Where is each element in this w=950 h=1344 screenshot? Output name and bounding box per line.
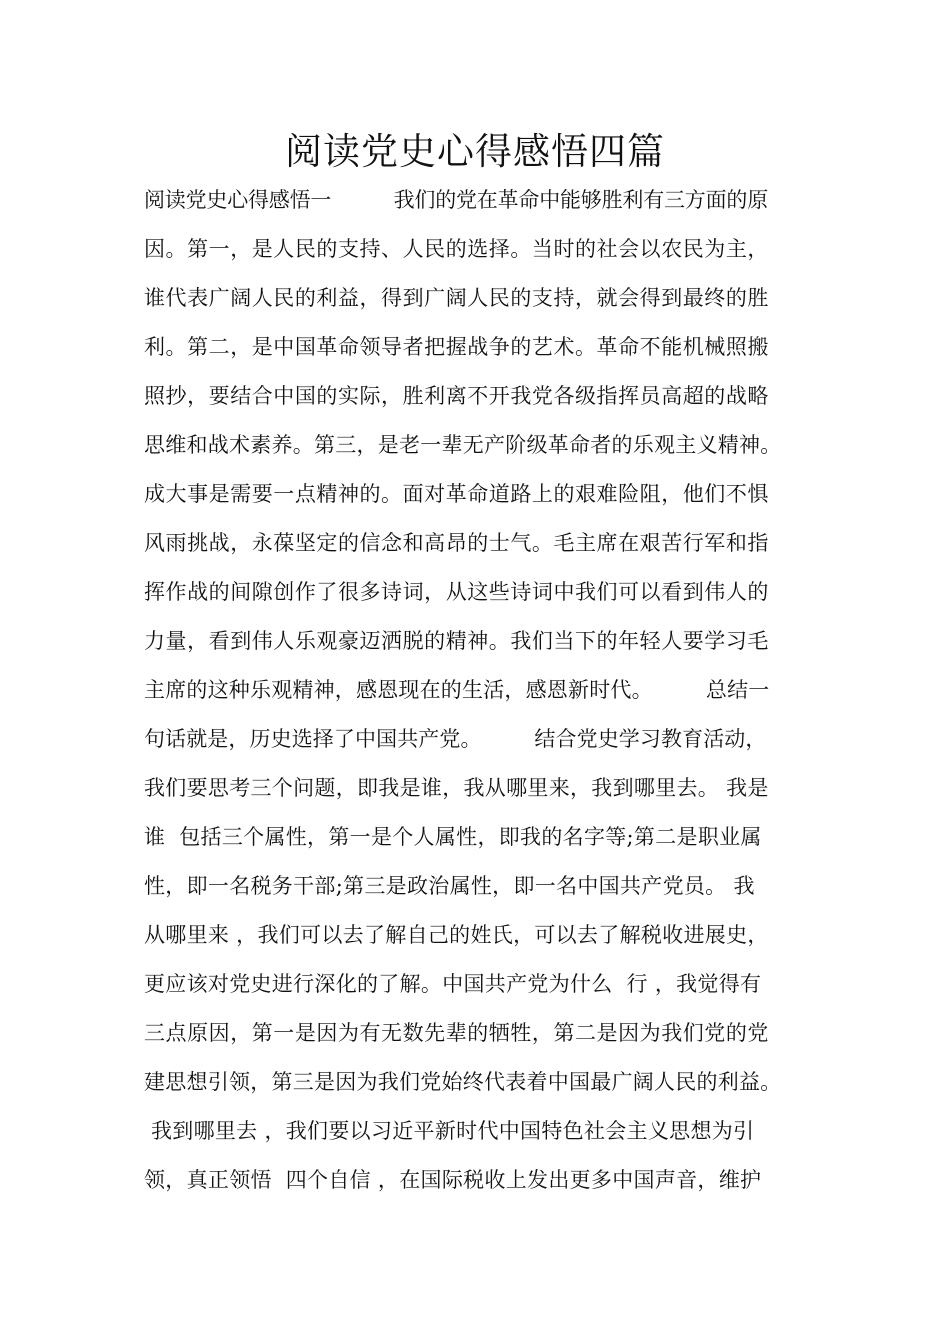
text-line: 成大事是需要一点精神的。面对革命道路上的艰难险阻，他们不惧 [144,482,769,506]
text-line: 谁 包括三个属性，第一是个人属性，即我的名字等;第二是职业属 [144,825,762,849]
text-line: 从哪里来 ，我们可以去了解自己的姓氏，可以去了解税收进展史， [144,923,769,947]
text-line: 利。第二，是中国革命领导者把握战争的艺术。革命不能机械照搬 [144,335,769,359]
text-line: 句话就是，历史选择了中国共产党。 结合党史学习教育活动， [144,727,767,751]
text-line: 因。第一，是人民的支持、人民的选择。当时的社会以农民为主， [144,237,769,261]
text-line: 性，即一名税务干部;第三是政治属性，即一名中国共产党员。 我 [144,874,755,898]
text-line: 领，真正领悟 四个自信 ，在国际税收上发出更多中国声音，维护 [144,1168,762,1192]
text-line: 力量，看到伟人乐观豪迈洒脱的精神。我们当下的年轻人要学习毛 [144,629,769,653]
text-line: 谁代表广阔人民的利益，得到广阔人民的支持，就会得到最终的胜 [144,286,769,310]
text-line: 阅读党史心得感悟一 我们的党在革命中能够胜利有三方面的原 [144,188,768,212]
text-line: 主席的这种乐观精神，感恩现在的生活，感恩新时代。 总结一 [144,678,770,702]
text-line: 我们要思考三个问题，即我是谁，我从哪里来，我到哪里去。 我是 [144,776,769,800]
text-line: 照抄，要结合中国的实际，胜利离不开我党各级指挥员高超的战略 [144,384,769,408]
text-line: 更应该对党史进行深化的了解。中国共产党为什么 行 ，我觉得有 [144,972,762,996]
text-line: 我到哪里去 ，我们要以习近平新时代中国特色社会主义思想为引 [144,1119,755,1143]
text-line: 建思想引领，第三是因为我们党始终代表着中国最广阔人民的利益。 [144,1070,782,1094]
text-line: 风雨挑战，永葆坚定的信念和高昂的士气。毛主席在艰苦行军和指 [144,531,769,555]
document-title: 阅读党史心得感悟四篇 [285,130,665,173]
text-line: 挥作战的间隙创作了很多诗词，从这些诗词中我们可以看到伟人的 [144,580,769,604]
text-line: 三点原因，第一是因为有无数先辈的牺牲，第二是因为我们党的党 [144,1021,769,1045]
text-line: 思维和战术素养。第三，是老一辈无产阶级革命者的乐观主义精神。 [144,433,782,457]
